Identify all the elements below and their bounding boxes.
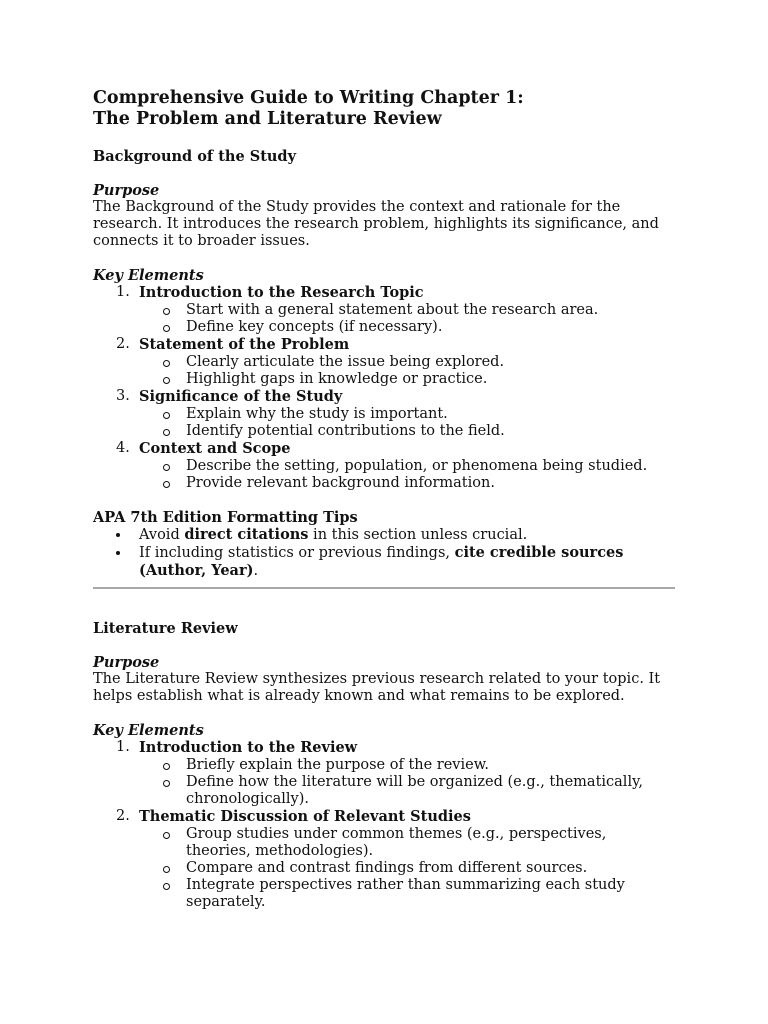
sub-list [139,826,675,911]
sub-list-item [139,302,675,319]
tip-emphasis: direct citations [184,526,309,543]
sub-item-text: Group studies under common themes (e.g., perspectives, theories, methodologies). [186,826,607,859]
item-number: 2. [116,336,130,352]
sub-list-item [139,826,675,860]
purpose-heading-literature: Purpose [93,654,160,671]
sub-list-item [139,877,675,911]
sub-list-item [139,774,675,808]
sub-list-item [139,406,675,423]
sub-item-text: Describe the setting, population, or phenomena being studied. [186,458,648,474]
list-item [93,526,675,544]
sub-item-text: Highlight gaps in knowledge or practice. [186,371,488,387]
list-item [93,544,675,580]
sub-item-text: Briefly explain the purpose of the review. [186,757,490,773]
sub-list-item [139,757,675,774]
key-elements-heading-background: Key Elements [93,267,204,284]
circle-bullet-icon [163,464,170,471]
list-item [93,388,675,440]
item-number: 3. [116,388,130,404]
section-heading-literature: Literature Review [93,620,238,637]
sub-item-text: Explain why the study is important. [186,406,448,422]
circle-bullet-icon [163,883,170,890]
tip-emphasis: cite credible sources (Author, Year) [139,544,624,579]
list-item [93,739,675,808]
tip-text: If including statistics or previous findings, [139,545,455,561]
item-title: Significance of the Study [139,388,343,405]
item-number: 1. [116,739,130,755]
sub-list-item [139,319,675,336]
key-elements-heading-literature: Key Elements [93,722,204,739]
apa-tips-list [93,526,675,580]
circle-bullet-icon [163,308,170,315]
sub-item-text: Clearly articulate the issue being explored. [186,354,505,370]
list-item [93,808,675,911]
tip-text: . [253,563,259,579]
sub-item-text: Provide relevant background information. [186,475,495,491]
sub-list [139,302,675,336]
sub-list-item [139,475,675,492]
sub-list-item [139,354,675,371]
circle-bullet-icon [163,325,170,332]
item-number: 1. [116,284,130,300]
circle-bullet-icon [163,429,170,436]
key-elements-list-background [93,284,675,492]
item-title: Statement of the Problem [139,336,350,353]
document-page [93,88,675,911]
item-title: Introduction to the Research Topic [139,284,424,301]
item-title: Context and Scope [139,440,291,457]
circle-bullet-icon [163,832,170,839]
document-title [93,88,675,130]
circle-bullet-icon [163,377,170,384]
sub-list [139,757,675,808]
circle-bullet-icon [163,360,170,367]
sub-item-text: Define how the literature will be organized (e.g., thematically, chronologically). [186,774,643,807]
sub-list-item [139,371,675,388]
circle-bullet-icon [163,780,170,787]
circle-bullet-icon [163,763,170,770]
sub-item-text: Integrate perspectives rather than summarizing each study separately. [186,877,625,910]
sub-list [139,354,675,388]
sub-item-text: Compare and contrast findings from different sources. [186,860,588,876]
document-title-line1: Comprehensive Guide to Writing Chapter 1: [93,88,524,108]
tip-text: Avoid [139,527,185,543]
item-number: 4. [116,440,130,456]
sub-item-text: Start with a general statement about the research area. [186,302,599,318]
document-title-line2: The Problem and Literature Review [93,109,442,129]
list-item [93,440,675,492]
apa-tips-heading: APA 7th Edition Formatting Tips [93,509,358,526]
sub-list [139,406,675,440]
item-title: Introduction to the Review [139,739,358,756]
circle-bullet-icon [163,412,170,419]
sub-list-item [139,458,675,475]
purpose-text-background: The Background of the Study provides the context and rationale for the research. It introduces the research problem, highlights its significance, and connects it to broader issues. [93,199,659,249]
sub-list-item [139,423,675,440]
sub-list [139,458,675,492]
sub-item-text: Identify potential contributions to the field. [186,423,505,439]
item-number: 2. [116,808,130,824]
list-item [93,284,675,336]
circle-bullet-icon [163,866,170,873]
section-heading-background: Background of the Study [93,148,296,165]
key-elements-list-literature [93,739,675,911]
sub-list-item [139,860,675,877]
tip-text: in this section unless crucial. [308,527,528,543]
sub-item-text: Define key concepts (if necessary). [186,319,443,335]
list-item [93,336,675,388]
item-title: Thematic Discussion of Relevant Studies [139,808,471,825]
disc-bullet-icon [116,533,120,537]
circle-bullet-icon [163,481,170,488]
purpose-text-literature: The Literature Review synthesizes previous research related to your topic. It helps establish what is already known and what remains to be explored. [93,671,661,704]
disc-bullet-icon [116,551,120,555]
purpose-heading-background: Purpose [93,182,160,199]
